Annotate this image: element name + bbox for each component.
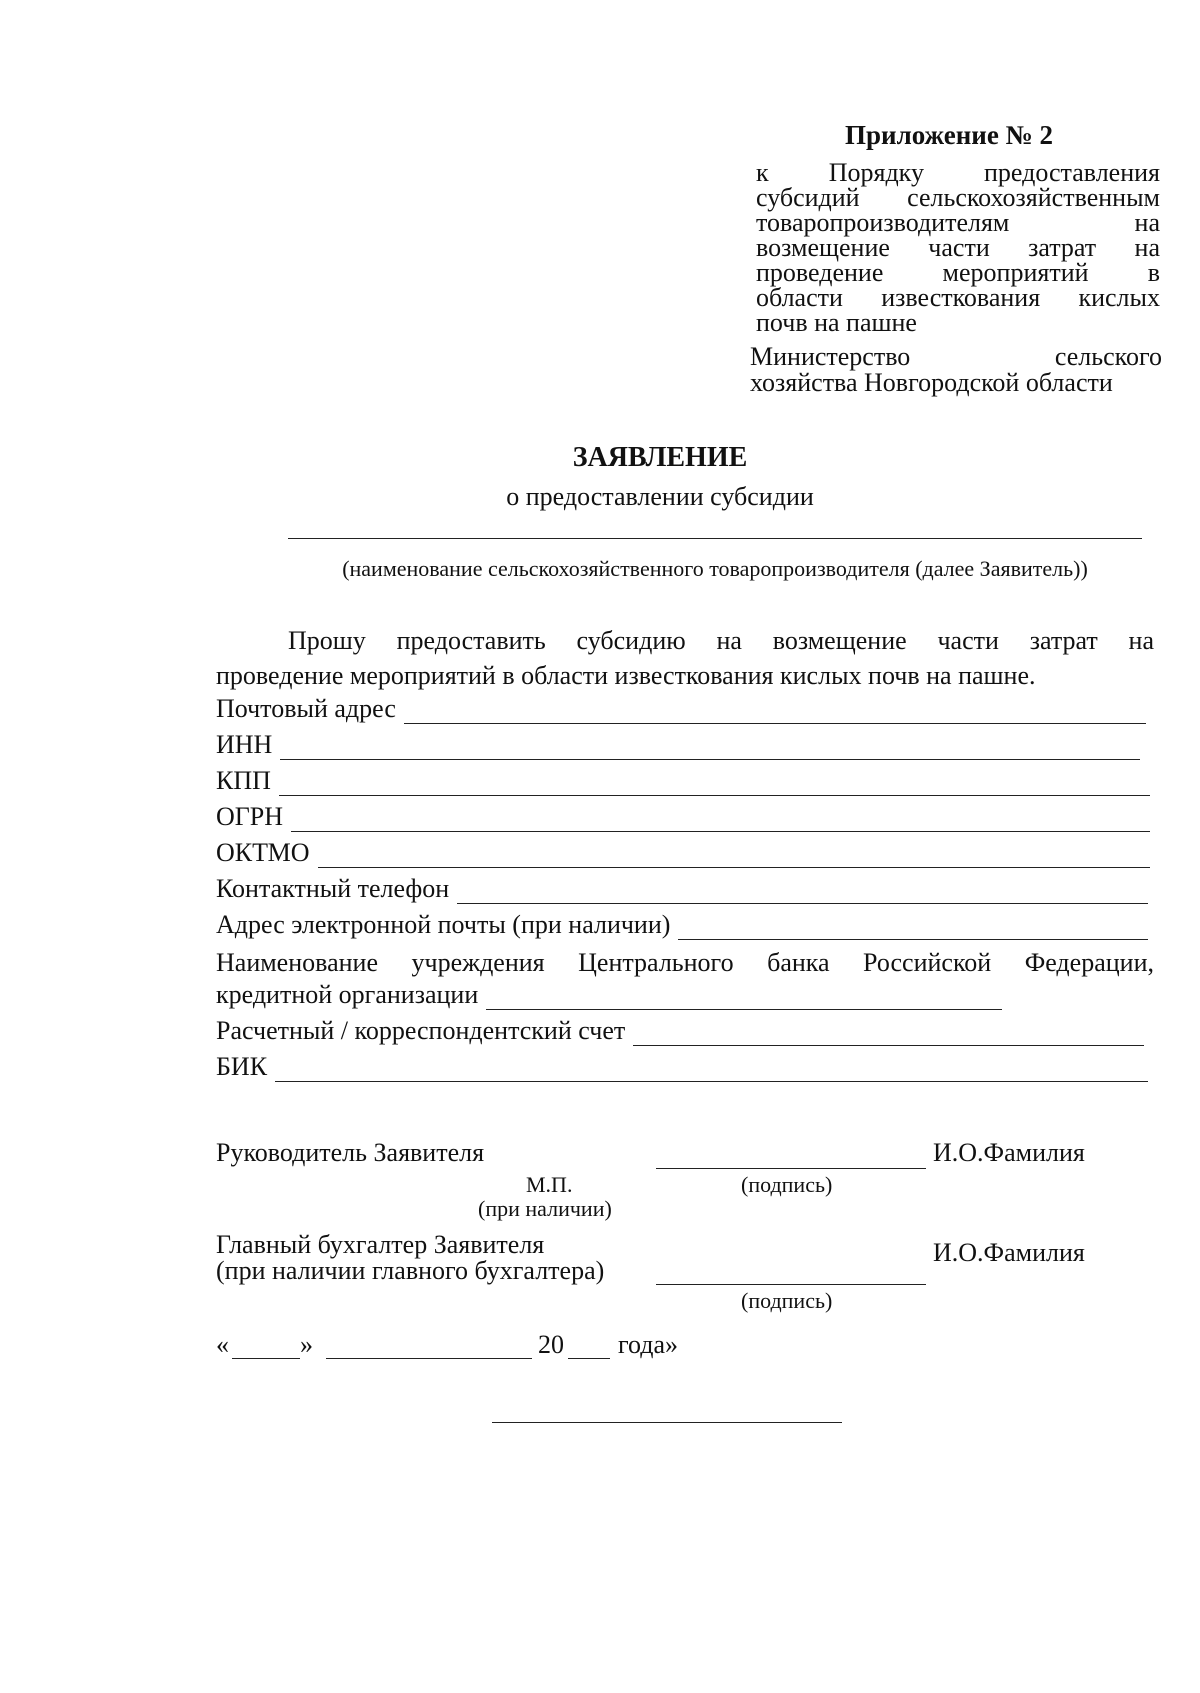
appendix-line: возмещение части затрат на (756, 233, 1160, 262)
email-field[interactable] (216, 910, 1148, 940)
postal-address-field[interactable] (216, 694, 1146, 724)
appendix-line: почв на пашне (756, 308, 917, 337)
phone-field[interactable] (216, 874, 1148, 904)
accountant-label-line-2: (при наличии главного бухгалтера) (216, 1256, 605, 1285)
request-line-2: проведение мероприятий в области известкования кислых почв на пашне. (216, 661, 1036, 690)
accountant-name: И.О.Фамилия (933, 1238, 1085, 1267)
inn-line[interactable] (280, 737, 1140, 760)
oktmo-field[interactable] (216, 838, 1150, 868)
postal-address-line[interactable] (404, 701, 1146, 724)
bank-name-label-line-1: Наименование учреждения Центрального банка Российской Федерации, (216, 948, 1154, 977)
bank-name-field[interactable] (216, 980, 1002, 1010)
closing-divider (492, 1422, 842, 1423)
appendix-line: товаропроизводителям на (756, 208, 1160, 237)
kpp-field[interactable] (216, 766, 1150, 796)
date-month-line[interactable] (326, 1358, 532, 1359)
recipient-line: хозяйства Новгородской области (750, 368, 1113, 397)
bik-field[interactable] (216, 1052, 1148, 1082)
appendix-line: области известкования кислых (756, 283, 1160, 312)
phone-line[interactable] (457, 881, 1148, 904)
document-subtitle: о предоставлении субсидии (506, 482, 814, 511)
head-name: И.О.Фамилия (933, 1138, 1085, 1167)
oktmo-line[interactable] (318, 845, 1150, 868)
applicant-caption: (наименование сельскохозяйственного товаропроизводителя (далее Заявитель)) (342, 556, 1088, 581)
head-signature-line[interactable] (656, 1168, 926, 1169)
appendix-line: субсидий сельскохозяйственным (756, 183, 1160, 212)
date-year-prefix: 20 (538, 1330, 564, 1359)
kpp-line[interactable] (279, 773, 1150, 796)
appendix-line: к Порядку предоставления (756, 158, 1160, 187)
appendix-title: Приложение № 2 (845, 120, 1053, 150)
account-line[interactable] (633, 1023, 1144, 1046)
document-title: ЗАЯВЛЕНИЕ (572, 442, 748, 473)
date-open-quote: « (216, 1330, 229, 1359)
kpp-label: КПП (216, 766, 271, 795)
date-year-line[interactable] (568, 1358, 610, 1359)
date-day-line[interactable] (232, 1358, 300, 1359)
date-year-suffix: года» (618, 1330, 679, 1359)
head-signature-caption: (подпись) (741, 1172, 833, 1197)
ogrn-label: ОГРН (216, 802, 284, 831)
email-line[interactable] (678, 917, 1148, 940)
applicant-name-line[interactable] (288, 538, 1142, 539)
oktmo-label: ОКТМО (216, 838, 310, 867)
stamp-note: (при наличии) (478, 1196, 612, 1221)
bik-line[interactable] (275, 1059, 1148, 1082)
date-close-quote: » (300, 1330, 313, 1359)
appendix-line: проведение мероприятий в (756, 258, 1160, 287)
account-field[interactable] (216, 1016, 1144, 1046)
email-label: Адрес электронной почты (при наличии) (216, 910, 671, 939)
stamp-label: М.П. (526, 1172, 573, 1197)
ogrn-line[interactable] (291, 809, 1150, 832)
accountant-label-line-1: Главный бухгалтер Заявителя (216, 1230, 545, 1259)
accountant-signature-line[interactable] (656, 1284, 926, 1285)
bik-label: БИК (216, 1052, 268, 1081)
inn-label: ИНН (216, 730, 273, 759)
postal-address-label: Почтовый адрес (216, 694, 396, 723)
request-line-1: Прошу предоставить субсидию на возмещение части затрат на (288, 626, 1154, 655)
ogrn-field[interactable] (216, 802, 1150, 832)
inn-field[interactable] (216, 730, 1140, 760)
accountant-signature-caption: (подпись) (741, 1288, 833, 1313)
head-label: Руководитель Заявителя (216, 1138, 485, 1167)
phone-label: Контактный телефон (216, 874, 450, 903)
recipient-line: Министерство сельского (750, 342, 1162, 371)
bank-name-line[interactable] (486, 987, 1002, 1010)
account-label: Расчетный / корреспондентский счет (216, 1016, 626, 1045)
bank-name-label-line-2: кредитной организации (216, 980, 479, 1009)
